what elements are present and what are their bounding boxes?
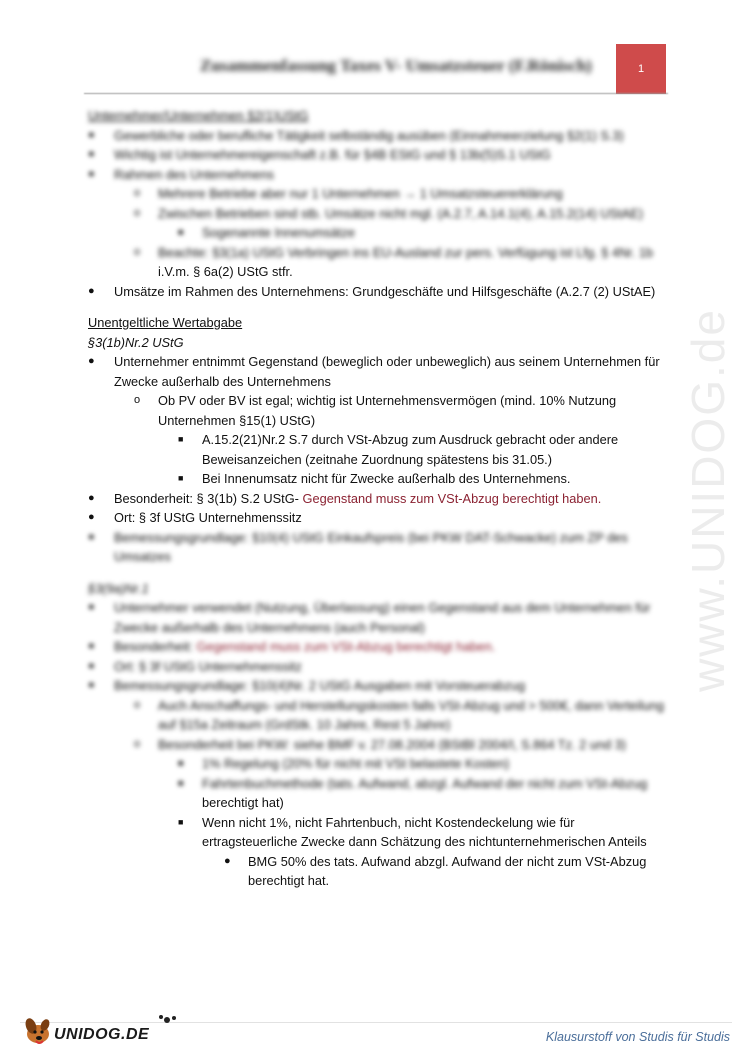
- page-number-badge: 1: [616, 44, 666, 94]
- bullet-icon: ●: [88, 355, 95, 367]
- document-title: Zusammenfassung Taxes V- Umsatzsteuer (F.Rönisch): [200, 56, 592, 75]
- list-item-text: Gewerbliche oder berufliche Tätigkeit selbständig ausüben (Einnahmeerzielung §2(1) S.3): [114, 127, 624, 143]
- bullet-icon: ●: [88, 601, 95, 613]
- list-item-text: BMG 50% des tats. Aufwand abzgl. Aufwand der nicht zum VSt-Abzug berechtigt hat.: [248, 853, 647, 888]
- list-item-text: Besonderheit:: [114, 639, 197, 654]
- bullet-icon: ●: [88, 679, 95, 691]
- bullet-icon: ■: [178, 816, 184, 827]
- bullet-icon: o: [134, 737, 141, 750]
- section-gap: [88, 567, 668, 579]
- bullet-icon: o: [134, 394, 141, 406]
- list-item: [88, 598, 668, 637]
- list-item: [88, 204, 668, 224]
- list-item-text: Zwischen Betrieben sind stb. Umsätze nicht mgl. (A.2.7, A.14.1(4), A.15.2(14) UStAE): [158, 205, 644, 221]
- list-item: [88, 391, 668, 430]
- bullet-icon: o: [134, 206, 141, 219]
- list-item: [88, 676, 668, 696]
- footer-tagline: Klausurstoff von Studis für Studis: [545, 1030, 730, 1044]
- logo-text: UNIDOG.DE: [54, 1026, 150, 1043]
- list-item-text: Umsätze im Rahmen des Unternehmens: Grundgeschäfte und Hilfsgeschäfte (A.2.7 (2) UStAE): [114, 283, 656, 299]
- section-subheading: §3(9a)Nr.1: [88, 580, 149, 596]
- bullet-icon: ●: [88, 148, 95, 160]
- highlight-text: Gegenstand muss zum VSt-Abzug berechtigt haben.: [196, 639, 496, 654]
- list-item: [88, 243, 668, 282]
- list-item-text: Sogenannte Innenumsätze: [202, 225, 355, 240]
- bullet-icon: ●: [88, 659, 95, 672]
- list-item: [88, 813, 668, 852]
- list-item-text: Auch Anschaffungs- und Herstellungskosten falls VSt-Abzug und > 500€, dann Verteilung auf §15a Zeitraum (GrdStk. 10 Jahre, Rest 5 Jahre): [158, 697, 664, 732]
- list-item-text: Bemessungsgrundlage: §10(4)Nr. 2 UStG Ausgaben mit Vorsteuerabzug: [114, 678, 526, 693]
- document-body: [88, 106, 668, 891]
- list-item-text: Mehrere Betriebe aber nur 1 Unternehmen → 1 Umsatzsteuererklärung: [158, 186, 563, 201]
- list-item-text: Fahrtenbuchmethode (tats. Aufwand, abzgl. Aufwand der nicht zum VSt-Abzug: [202, 775, 648, 791]
- list-item-text: Ort: § 3f UStG Unternehmenssitz: [114, 510, 302, 525]
- list-item-text: Rahmen des Unternehmens: [114, 166, 275, 182]
- list-item: [88, 637, 668, 657]
- list-item: [88, 489, 668, 509]
- section-heading: Unentgeltliche Wertabgabe: [88, 315, 243, 330]
- bullet-icon: ■: [178, 777, 184, 788]
- bullet-icon: ●: [88, 491, 95, 504]
- list-item-text: Ob PV oder BV ist egal; wichtig ist Unternehmensvermögen (mind. 10% Nutzung Unternehmen §15(1) UStG): [158, 393, 617, 428]
- header-divider: [84, 93, 668, 94]
- list-item-text: Wenn nicht 1%, nicht Fahrtenbuch, nicht Kostendeckelung wie für ertragsteuerliche Zwecke dann Schätzung des nichtunternehmerischen Anteils: [202, 814, 647, 849]
- bullet-icon: ●: [88, 640, 95, 652]
- list-item: [88, 735, 668, 755]
- bullet-icon: o: [134, 698, 141, 711]
- watermark-text: www.UNIDOG.de: [682, 308, 735, 692]
- list-item: [88, 754, 668, 774]
- bullet-icon: ■: [178, 434, 184, 444]
- list-item: [88, 352, 668, 391]
- list-item: [88, 184, 668, 204]
- list-item: [88, 696, 668, 735]
- list-item-text: Bemessungsgrundlage: §10(4) UStG Einkaufspreis (bei PKW DAT-Schwacke) zum ZP des Umsatzes: [114, 529, 628, 564]
- list-item: [88, 145, 668, 165]
- section-heading: Unternehmer/Unternehmen §2(1)UStG: [88, 108, 309, 123]
- list-item-text: 1% Regelung (20% für nicht mit VSt belastete Kosten): [202, 756, 510, 771]
- list-item: [88, 774, 668, 813]
- bullet-icon: o: [134, 245, 141, 258]
- bullet-icon: ■: [178, 473, 184, 483]
- section-gap: [88, 301, 668, 313]
- list-item: [88, 852, 668, 891]
- list-item-text: Besonderheit bei PKW: siehe BMF v. 27.08.2004 (BStBl 2004/I, S.864 Tz. 2 und 3): [158, 736, 627, 752]
- list-item: [88, 282, 668, 302]
- list-item: [88, 126, 668, 146]
- list-item: [88, 528, 668, 567]
- bullet-icon: ●: [88, 511, 95, 523]
- bullet-icon: ●: [224, 854, 231, 867]
- list-item-continuation: i.V.m. § 6a(2) UStG stfr.: [158, 264, 293, 279]
- bullet-icon: o: [134, 187, 141, 199]
- list-item-text: Besonderheit: § 3(1b) S.2 UStG-: [114, 490, 303, 506]
- list-item: [88, 223, 668, 243]
- list-item-text: Wichtig ist Unternehmereigenschaft z.B. für §4B EStG und § 13b(5)S.1 UStG: [114, 147, 551, 162]
- list-item-text: Beachte: §3(1a) UStG Verbringen ins EU-Ausland zur pers. Verfügung ist Lfg. § 4Nr. 1b: [158, 244, 654, 260]
- bullet-icon: ■: [178, 227, 184, 237]
- list-item: [88, 657, 668, 677]
- highlight-text: Gegenstand muss zum VSt-Abzug berechtigt haben.: [302, 490, 602, 506]
- bullet-icon: ●: [88, 284, 95, 297]
- list-item-text: Unternehmer verwendet (Nutzung, Überlassung) einen Gegenstand aus dem Unternehmen für Zwecke außerhalb des Unternehmens (auch Personal): [114, 600, 651, 635]
- list-item: [88, 508, 668, 528]
- list-item: [88, 430, 668, 469]
- section-subheading: §3(1b)Nr.2 UStG: [88, 334, 184, 350]
- list-item-text: Unternehmer entnimmt Gegenstand (beweglich oder unbeweglich) aus seinem Unternehmen für Zwecke außerhalb des Unternehmens: [114, 354, 660, 389]
- list-item-text: Bei Innenumsatz nicht für Zwecke außerhalb des Unternehmens.: [202, 471, 571, 486]
- list-item: [88, 165, 668, 185]
- list-item-text: Ort: § 3f UStG Unternehmenssitz: [114, 658, 302, 674]
- bullet-icon: ●: [88, 530, 95, 543]
- list-item-continuation: berechtigt hat): [202, 795, 284, 810]
- list-item: [88, 469, 668, 489]
- bullet-icon: ●: [88, 128, 95, 141]
- bullet-icon: ■: [178, 758, 184, 768]
- list-item-text: A.15.2(21)Nr.2 S.7 durch VSt-Abzug zum Ausdruck gebracht oder andere Beweisanzeichen (zeitnahe Zuordnung spätestens bis 31.05.): [202, 432, 619, 467]
- bullet-icon: ●: [88, 167, 95, 180]
